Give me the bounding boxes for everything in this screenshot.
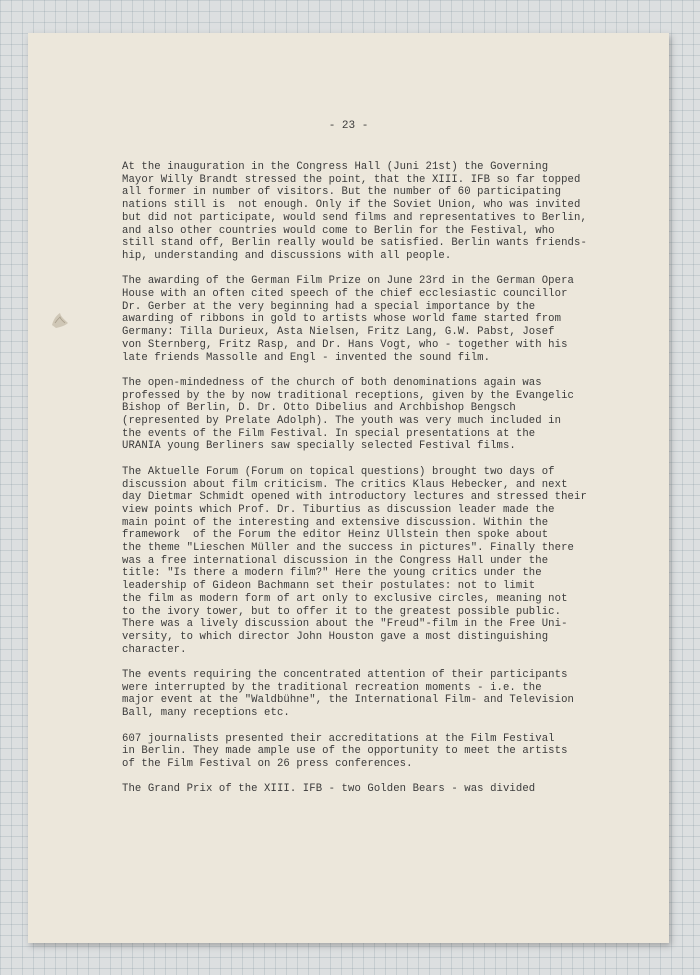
text-line: discussion about film criticism. The critics Klaus Hebecker, and next [122,478,568,491]
text-line: Bishop of Berlin, D. Dr. Otto Dibelius and Archbishop Bengsch [122,402,516,415]
paragraph [122,733,662,771]
text-line: von Sternberg, Fritz Rasp, and Dr. Hans Vogt, who - together with his [122,338,568,351]
text-line: the film as modern form of art only to exclusive circles, meaning not [122,592,568,605]
text-line: hip, understanding and discussions with all people. [122,249,452,262]
page-number: - 23 - [328,120,369,132]
text-line: the events of the Film Festival. In special presentations at the [122,427,536,440]
text-line: professed by the by now traditional receptions, given by the Evangelic [122,389,575,402]
text-line: There was a lively discussion about the "Freud"-film in the Free Uni- [122,618,568,631]
text-line: view points which Prof. Dr. Tiburtius as discussion leader made the [122,503,555,516]
ink-smudge [48,309,72,331]
text-line: URANIA young Berliners saw specially selected Festival films. [122,440,516,453]
document-page [28,33,669,943]
text-line: title: "Is there a modern film?" Here the young critics under the [122,567,542,580]
text-line: The Aktuelle Forum (Forum on topical questions) brought two days of [122,465,555,478]
text-line: The awarding of the German Film Prize on June 23rd in the German Opera [122,275,575,288]
text-line: of the Film Festival on 26 press conferences. [122,757,413,770]
text-line: and also other countries would come to Berlin for the Festival, who [122,224,555,237]
text-line: in Berlin. They made ample use of the opportunity to meet the artists [122,745,568,758]
text-line: nations still is not enough. Only if the Soviet Union, who was invited [122,199,581,212]
text-line: 607 journalists presented their accreditations at the Film Festival [122,732,555,745]
text-line: late friends Massolle and Engl - invented the sound film. [122,351,491,364]
text-line: framework of the Forum the editor Heinz Ullstein then spoke about [122,529,549,542]
text-line: but did not participate, would send films and representatives to Berlin, [122,211,587,224]
text-line: the theme "Lieschen Müller and the success in pictures". Finally there [122,542,575,555]
text-line: major event at the "Waldbühne", the International Film- and Television [122,694,575,707]
text-line: The open-mindedness of the church of both denominations again was [122,376,542,389]
text-line: Mayor Willy Brandt stressed the point, that the XIII. IFB so far topped [122,173,581,186]
text-line: character. [122,643,187,656]
text-line: (represented by Prelate Adolph). The youth was very much included in [122,415,562,428]
text-line: versity, to which director John Houston gave a most distinguishing [122,630,549,643]
text-line: to the ivory tower, but to offer it to the greatest possible public. [122,605,562,618]
text-line: Germany: Tilla Durieux, Asta Nielsen, Fritz Lang, G.W. Pabst, Josef [122,326,555,339]
paragraph [122,377,662,453]
text-line: were interrupted by the traditional recreation moments - i.e. the [122,681,542,694]
typed-text-body [122,161,662,809]
text-line: Dr. Gerber at the very beginning had a special importance by the [122,300,536,313]
text-line: House with an often cited speech of the chief ecclesiastic councillor [122,288,568,301]
paragraph [122,466,662,657]
text-line: leadership of Gideon Bachmann set their postulates: not to limit [122,580,536,593]
paragraph [122,275,662,364]
paragraph [122,669,662,720]
paragraph [122,161,662,263]
text-line: At the inauguration in the Congress Hall (Juni 21st) the Governing [122,161,549,173]
text-line: was a free international discussion in the Congress Hall under the [122,554,549,567]
text-line: day Dietmar Schmidt opened with introductory lectures and stressed their [122,491,587,504]
paragraph [122,783,662,796]
text-line: all former in number of visitors. But the number of 60 participating [122,186,562,199]
text-line: awarding of ribbons in gold to artists whose world fame started from [122,313,562,326]
text-line: still stand off, Berlin really would be satisfied. Berlin wants friends- [122,237,587,250]
text-line: Ball, many receptions etc. [122,707,290,720]
text-line: The Grand Prix of the XIII. IFB - two Golden Bears - was divided [122,783,536,796]
text-line: main point of the interesting and extensive discussion. Within the [122,516,549,529]
text-line: The events requiring the concentrated attention of their participants [122,669,568,682]
